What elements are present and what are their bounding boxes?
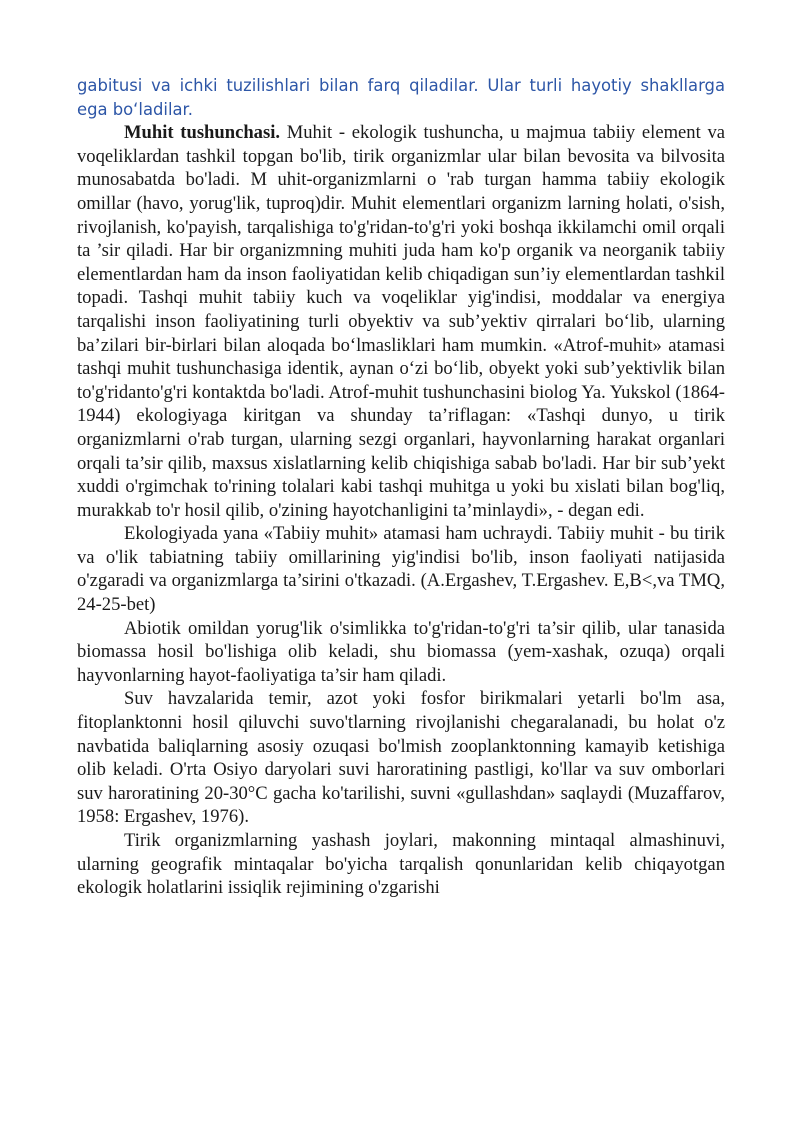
paragraph-text: Muhit - ekologik tushuncha, u majmua tabiiy element va voqeliklardan tashkil topgan bo'lib, tirik organizmlar ular bilan bevosita va bilvosita munosabatda bo'ladi. M uhit-organizmlarni o 'rab turgan hamma tabiiy ekologik omillar (havo, yorug'lik, tuproq)dir. Muhit elementlari organizm larning holati, o'sish, rivojlanish, ko'payish, tarqalishiga to'g'ridan-to'g'ri yoki boshqa ikkilamchi omil orqali ta ’sir qiladi. Har bir organizmning muhiti juda ham ko'p organik va neorganik tabiiy elementlardan ham da inson faoliyatidan kelib chiqadigan sun’iy elementlardan tashkil topadi. Tashqi muhit tabiiy kuch va voqeliklar yig'indisi, moddalar va energiya tarqalishi inson faoliyatining turli obyektiv va sub’yektiv qirralari bo‘lib, ularning ba’zilari bir-birlari bilan aloqada bo‘lmasliklari ham mumkin. «Atrof-muhit» atamasi tashqi muhit tushunchasiga identik, aynan o‘zi bo‘lib, obyekt yoki sub’yektivlik bilan to'g'ridanto'g'ri kontaktda bo'ladi. Atrof-muhit tushunchasini biolog Ya. Yukskol (1864-1944) ekologiyaga kiritgan va shunday ta’riflagan: «Tashqi dunyo, u tirik organizmlarni o'rab turgan, ularning sezgi organlari, hayvonlarning harakat organlari orqali ta’sir qilib, maxsus xislatlarning kelib chiqishiga sabab bo'ladi. Har bir sub’yekt xuddi o'rgimchak to'rining tolalari kabi tashqi muhitga u yoki bu xislati bilan bog'liq, murakkab to'r hosil qilib, o'zining hayotchanligini ta’minlaydi», - degan edi. xyxy=(77,122,725,521)
paragraph-tirik-organizmlar: Tirik organizmlarning yashash joylari, makonning mintaqal almashinuvi, ularning geografik mintaqalar bo'yicha tarqalish qonunlaridan kelib chiqayotgan ekologik holatlarini issiqlik rejimining o'zgarishi xyxy=(77,830,725,899)
paragraph-tabiiy-muhit: Ekologiyada yana «Tabiiy muhit» atamasi ham uchraydi. Tabiiy muhit - bu tirik va o'lik tabiatning tabiiy omillarining yig'indisi bo'lib, inson faoliyati natijasida o'zgaradi va organizmlarga ta’sirini o'tkazadi. (A.Ergashev, T.Ergashev. E,B<,va TMQ, 24-25-bet) xyxy=(77,523,725,616)
paragraph-muhit-tushunchasi xyxy=(77,121,725,522)
paragraph-heading: Muhit tushunchasi. xyxy=(124,122,281,144)
paragraph-abiotik-omil: Abiotik omildan yorug'lik o'simlikka to'g'ridan-to'g'ri ta’sir qilib, ular tanasida biomassa hosil bo'lishiga olib keladi, shu biomassa (yem-xashak, ozuqa) orqali hayvonlarning hayot-faoliyatiga ta’sir ham qiladi. xyxy=(77,617,725,686)
paragraph-suv-havzalari: Suv havzalarida temir, azot yoki fosfor birikmalari yetarli bo'lm asa, fitoplanktonni hosil qiluvchi suvo'tlarning rivojlanishi chegaralanadi, bu holat o'z navbatida baliqlarning asosiy ozuqasi bo'lmish zooplanktonning kamayib ketishiga olib keladi. O'rta Osiyo daryolari suvi haroratining pastligi, ko'llar va suv omborlari suv haroratining 20-30°C gacha ko'tarilishi, suvni «gullashdan» saqlaydi (Muzaffarov, 1958: Ergashev, 1976). xyxy=(77,688,725,828)
continuation-text: gabitusi va ichki tuzilishlari bilan farq qiladilar. Ular turli hayotiy shakllarga ega bo‘ladilar. xyxy=(77,76,725,119)
document-page xyxy=(77,74,725,900)
